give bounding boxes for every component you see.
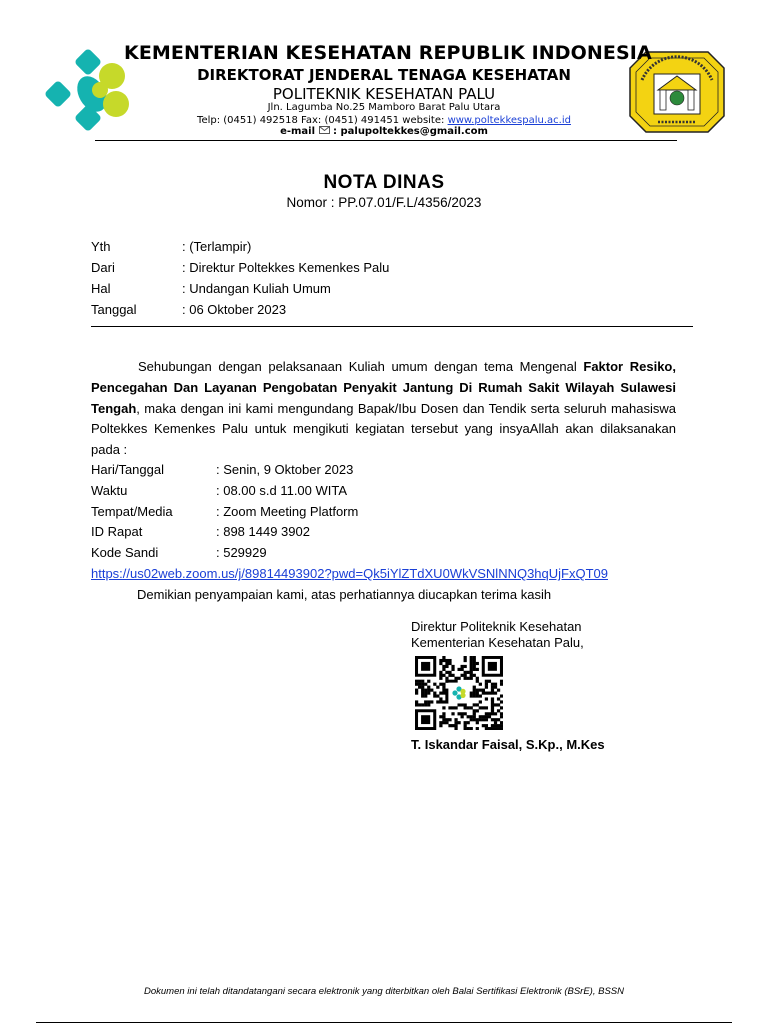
document-number: Nomor : PP.07.01/F.L/4356/2023: [286, 195, 482, 210]
signer-name: T. Iskandar Faisal, S.Kp., M.Kes: [411, 737, 605, 752]
meta-value: : 06 Oktober 2023: [182, 302, 287, 317]
letterhead-address: Jln. Lagumba No.25 Mamboro Barat Palu Utara: [267, 102, 501, 113]
body-paragraph: [91, 357, 676, 461]
letterhead-directorate: DIREKTORAT JENDERAL TENAGA KESEHATAN: [197, 66, 571, 84]
letterhead-contact: [124, 115, 644, 126]
email-label: e-mail: [280, 126, 316, 137]
signer-position-line1: Direktur Politeknik Kesehatan: [411, 619, 582, 634]
website-link[interactable]: www.poltekkespalu.ac.id: [447, 115, 571, 126]
detail-value: : Zoom Meeting Platform: [216, 504, 359, 519]
detail-label: Hari/Tanggal: [91, 462, 164, 477]
detail-label: Tempat/Media: [91, 504, 173, 519]
meta-label: Yth: [91, 239, 111, 254]
detail-value: : 08.00 s.d 11.00 WITA: [216, 483, 348, 498]
letterhead-divider: [95, 140, 677, 141]
meta-label: Tanggal: [91, 302, 137, 317]
ministry-logo: [42, 46, 132, 132]
meta-label: Hal: [91, 281, 111, 296]
envelope-icon: [319, 126, 330, 134]
body-text-part2: , maka dengan ini kami mengundang Bapak/Ibu Dosen dan Tendik serta seluruh mahasiswa Poltekkes Kemenkes Palu untuk mengikuti kegiatan tersebut yang insyaAllah akan dilaksanakan pada :: [91, 400, 676, 458]
document-title: NOTA DINAS: [323, 172, 445, 193]
letterhead-institution: POLITEKNIK KESEHATAN PALU: [272, 85, 496, 103]
meta-label: Dari: [91, 260, 115, 275]
meta-divider: [91, 326, 693, 327]
letterhead-phone: Telp: (0451) 492518 Fax: (0451) 491451 website:: [197, 115, 448, 126]
letterhead-ministry: KEMENTERIAN KESEHATAN REPUBLIK INDONESIA: [124, 42, 652, 64]
body-text-theme: Faktor Resiko, Pencegahan Dan Layanan Pengobatan Penyakit Jantung Di Rumah Sakit Wilayah Sulawesi Tengah: [91, 359, 676, 416]
footer-divider: [36, 1022, 732, 1023]
closing-text: Demikian penyampaian kami, atas perhatiannya diucapkan terima kasih: [137, 587, 552, 602]
signature-qr-code: [415, 656, 503, 730]
email-value: : palupoltekkes@gmail.com: [333, 126, 488, 137]
detail-value: : 898 1449 3902: [216, 524, 310, 539]
letterhead-email: [124, 126, 644, 137]
detail-label: ID Rapat: [91, 524, 143, 539]
signer-position-line2: Kementerian Kesehatan Palu,: [411, 635, 584, 650]
footer-note: Dokumen ini telah ditandatangani secara elektronik yang diterbitkan oleh Balai Sertifikasi Elektronik (BSrE), BSSN: [144, 986, 624, 997]
detail-value: : Senin, 9 Oktober 2023: [216, 462, 354, 477]
detail-label: Waktu: [91, 483, 128, 498]
detail-value: : 529929: [216, 545, 267, 560]
zoom-meeting-link[interactable]: https://us02web.zoom.us/j/89814493902?pwd=Qk5iYlZTdXU0WkVSNlNNQ3hqUjFxQT09: [91, 566, 608, 581]
body-text-part1: Sehubungan dengan pelaksanaan Kuliah umum dengan tema Mengenal: [138, 359, 584, 374]
meta-value: : Direktur Poltekkes Kemenkes Palu: [182, 260, 390, 275]
meta-value: : (Terlampir): [182, 239, 252, 254]
detail-label: Kode Sandi: [91, 545, 159, 560]
meta-value: : Undangan Kuliah Umum: [182, 281, 331, 296]
